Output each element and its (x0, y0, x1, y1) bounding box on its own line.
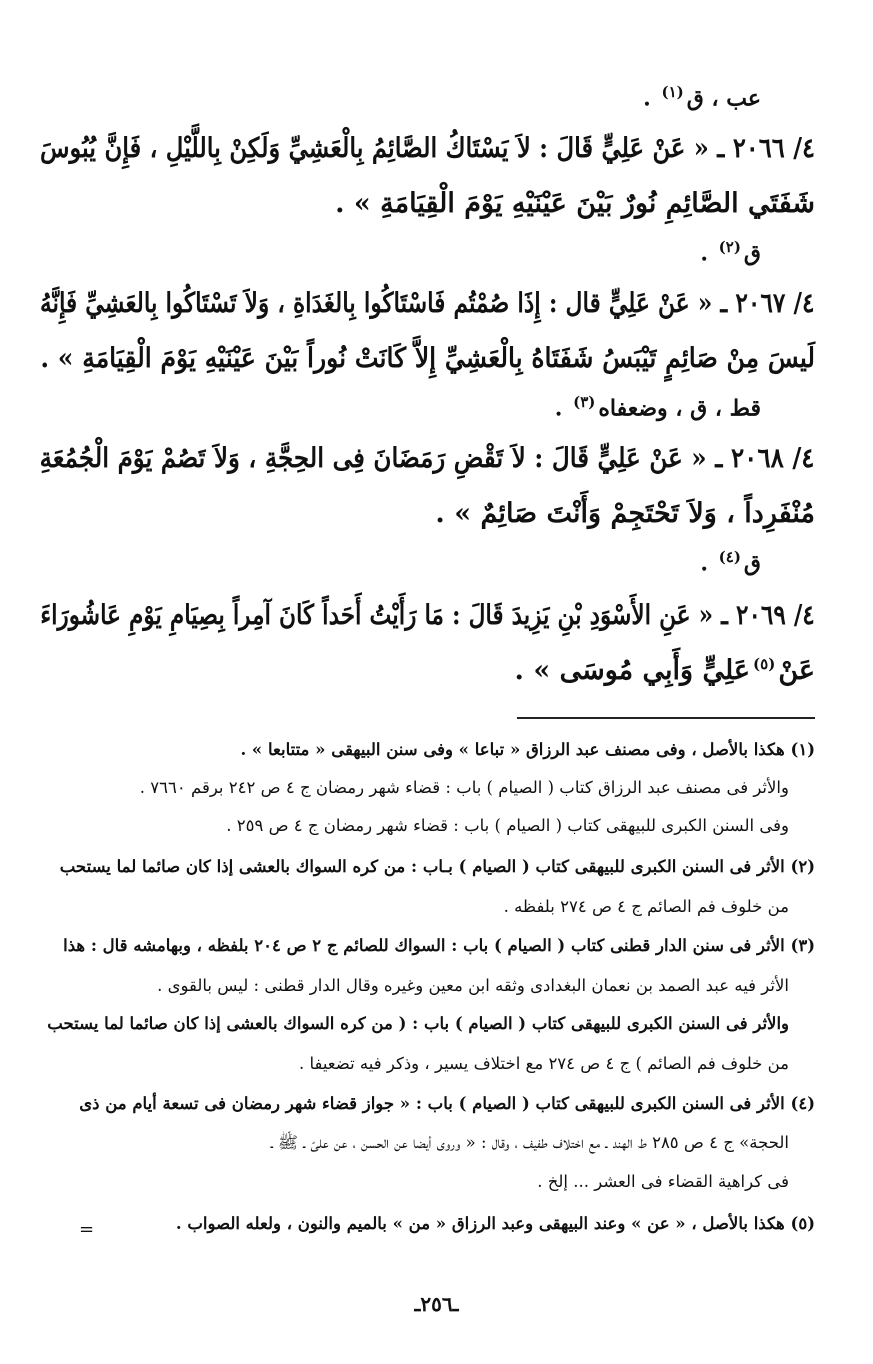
hadith-text-line: ٤/ ٢٠٦٦ ـ « عَنْ عَلِيٍّ قَالَ : لاَ يَسْتَاكُ الصَّائِمُ بِالْعَشِيِّ وَلَكِنْ بِاللَّيْلِ ، فَإِنَّ يُبُوسَ (39, 133, 815, 164)
page-number: ـ٢٥٦ـ (414, 1292, 459, 1316)
footnote-line: الحجة» ج ٤ ص ٢٨٥ ط الهند ـ مع اختلاف طفيف ، وقال : « وروى أيضا عن الحسن ، عن علىّ ـ ﷺ ـ (270, 1133, 789, 1152)
hadith-text-rest: عَلِيٍّ وَأَبِي مُوسَى » . (514, 655, 751, 686)
footnote-ref: (٢) (718, 238, 741, 256)
footnote-ref: (١) (661, 83, 684, 101)
footnote-line: (١) هكذا بالأصل ، وفى مصنف عبد الرزاق « تباعا » وفى سنن البيهقى « متتابعا » . (240, 740, 815, 759)
hadith-text-line: مُنْفَرِداً ، وَلاَ تَحْتَجِمْ وَأَنْتَ صَائِمٌ » . (435, 498, 815, 529)
hadith-text-line: ٤/ ٢٠٦٩ ـ « عَنِ الأَسْوَدِ بْنِ يَزِيدَ قَالَ : مَا رَأَيْتُ أَحَداً كَانَ آمِراً بِصِيَامِ يَوْمِ عَاشُورَاءَ (40, 600, 815, 631)
hadith-text-line: لَيسَ مِنْ صَائِمٍ تَيْبَسُ شَفَتَاهُ بِالْعَشِيِّ إِلاَّ كَانَتْ نُوراً بَيْنَ عَيْنَيْهِ يَوْمَ الْقِيَامَةِ » . (40, 343, 815, 374)
source-line: ق$^{(٢)}$ . (700, 238, 761, 267)
hadith-text-line: ٤/ ٢٠٦٧ ـ « عَنْ عَلِيٍّ قال : إِذَا صُمْتُم فَاسْتَاكُوا بِالغَدَاةِ ، وَلاَ تَسْتَاكُوا بِالعَشِيِّ فَإِنَّهُ (40, 288, 815, 319)
footnote-line: والأثر فى السنن الكبرى للبيهقى كتاب ( الصيام ) باب : ( من كره السواك بالعشى إذا كان صائما لما يستحب (47, 1014, 789, 1033)
footnote-line: (٣) الأثر فى سنن الدار قطنى كتاب ( الصيام ) باب : السواك للصائم ج ٢ ص ٢٠٤ بلفظه ، وبهامشه قال : هذا (63, 936, 815, 955)
source-text: ق (743, 240, 761, 267)
footnote-line: من خلوف فم الصائم ج ٤ ص ٢٧٤ بلفظه . (503, 897, 789, 916)
footnote-ref: (٣) (573, 393, 596, 411)
footnote-ref: (٥) (753, 655, 776, 673)
source-line: عب ، ق$^{(١)}$ . (643, 83, 761, 112)
footnote-ref: (٤) (718, 548, 741, 566)
hadith-text-line: ٤/ ٢٠٦٨ ـ « عَنْ عَلِيٍّ قَالَ : لاَ تَقْضِ رَمَضَانَ فِى الحِجَّةِ ، وَلاَ تَصُمْ يَوْمَ الْجُمُعَةِ (40, 443, 815, 474)
margin-mark: = (79, 1219, 95, 1240)
footnote-line: والأثر فى مصنف عبد الرزاق كتاب ( الصيام ) باب : قضاء شهر رمضان ج ٤ ص ٢٤٢ برقم ٧٦٦٠ . (139, 778, 789, 797)
source-line: قط ، ق ، وضعفاه$^{(٣)}$ . (554, 393, 761, 422)
footnote-line: (٢) الأثر فى السنن الكبرى للبيهقى كتاب ( الصيام ) بـاب : من كره السواك بالعشى إذا كان صائما لما يستحب (59, 857, 815, 876)
footnote-line: وفى السنن الكبرى للبيهقى كتاب ( الصيام ) باب : قضاء شهر رمضان ج ٤ ص ٢٥٩ . (226, 816, 789, 835)
footnote-line: الأثر فيه عبد الصمد بن نعمان البغدادى وثقه ابن معين وغيره وقال الدار قطنى : ليس بالقوى . (157, 976, 789, 995)
footnote-separator (517, 717, 815, 719)
footnote-line: (٤) الأثر فى السنن الكبرى للبيهقى كتاب ( الصيام ) باب : « جواز قضاء شهر رمضان فى تسعة أيام من ذى (79, 1094, 815, 1113)
source-text: عب ، ق (686, 85, 761, 112)
hadith-text-line: شَفَتَي الصَّائِمِ نُورٌ بَيْنَ عَيْنَيْهِ يَوْمَ الْقِيَامَةِ » . (335, 188, 815, 219)
footnote-line: من خلوف فم الصائم ) ج ٤ ص ٢٧٤ مع اختلاف يسير ، وذكر فيه تضعيفا . (298, 1054, 789, 1073)
hadith-text-line (515, 655, 815, 686)
source-line: ق$^{(٤)}$ . (700, 548, 761, 577)
source-text: ق (743, 550, 761, 577)
footnote-line: (٥) هكذا بالأصل ، « عن » وعند البيهقى وعبد الرزاق « من » بالميم والنون ، ولعله الصواب . (175, 1214, 815, 1233)
source-text: قط ، ق ، وضعفاه (598, 395, 761, 422)
footnote-line: فى كراهية القضاء فى العشر ... إلخ . (537, 1172, 789, 1191)
hadith-text-prefix: عَنْ (778, 655, 815, 686)
